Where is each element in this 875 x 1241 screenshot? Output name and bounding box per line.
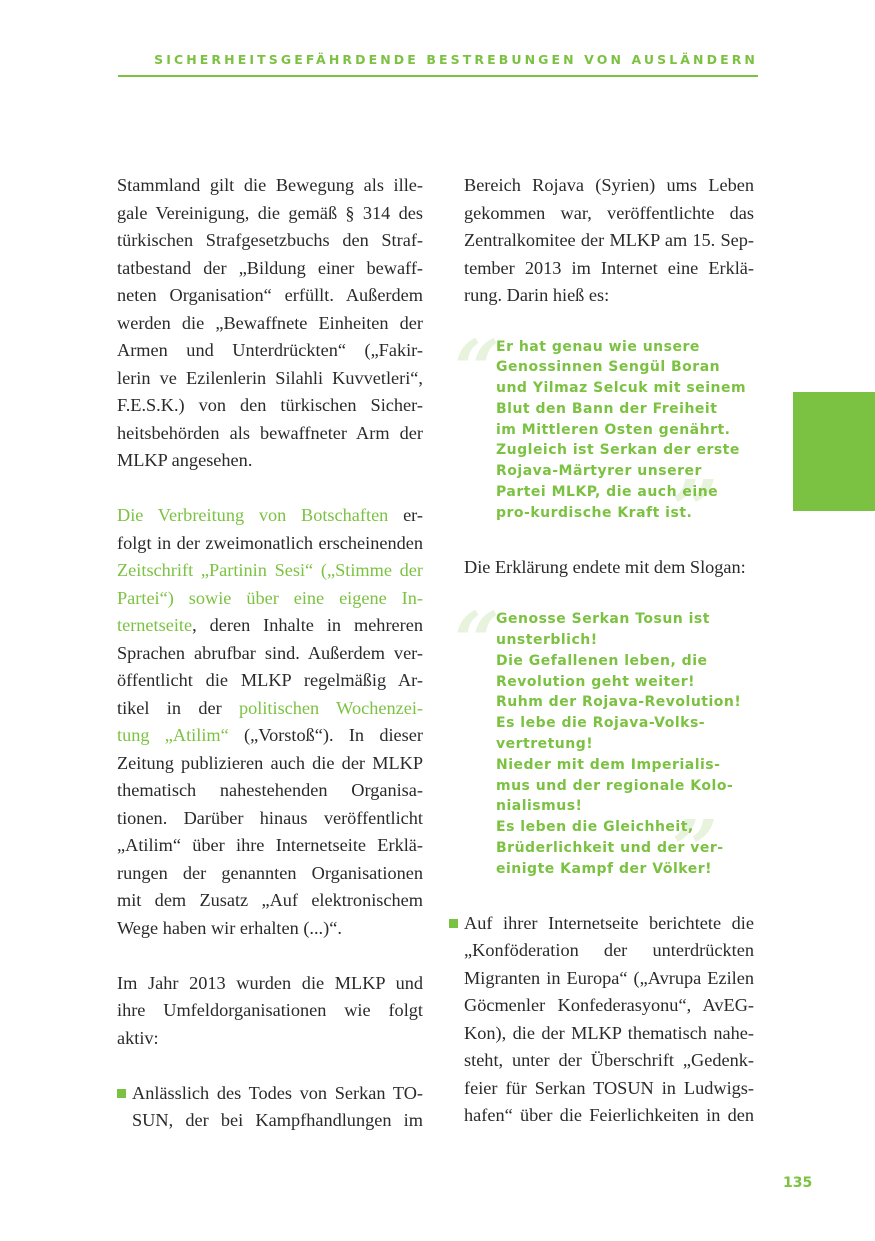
chapter-side-tab [793,392,875,511]
text-line: „Atilim“ über ihre Internetseite Erklä- [117,835,423,855]
quote-open-icon: “ [454,594,501,689]
quote-line: Revolution geht weiter! [496,673,695,690]
page-number: 135 [783,1175,813,1191]
text-line: Im Jahr 2013 wurden die MLKP und [117,972,423,993]
text-line: türkischen Strafgesetzbuchs den Straf- [117,230,423,250]
text-line: folgt in der zweimonatlich erscheinenden [117,532,423,553]
quote-line: im Mittleren Osten genährt. [496,421,731,438]
quote-line: Ruhm der Rojava-Revolution! [496,694,742,711]
text-line [117,722,423,750]
quote-line: nialismus! [496,798,583,815]
text-line: Zentralkomitee der MLKP am 15. Sep- [464,230,754,250]
text-line: feier für Serkan TOSUN in Ludwigs- [464,1077,754,1098]
text-line: Göcmenler Konfederasyonu“, AvEG- [464,995,754,1016]
text-line: mit dem Zusatz „Auf elektronischem [117,890,423,910]
paragraph-stammland [117,172,423,475]
text-run: er- [388,505,423,525]
quote-line: Zugleich ist Serkan der erste [496,442,740,459]
text-line: Bereich Rojava (Syrien) ums Leben [464,175,754,195]
text-line: Anlässlich des Todes von Serkan TO- [132,1082,423,1103]
text-line: ihre Umfeldorganisationen wie folgt [117,1000,423,1020]
text-line: SUN, der bei Kampfhandlungen im [132,1110,423,1130]
keyword-link: tung „Atilim“ [117,725,229,745]
bullet-item-avegkon [449,910,754,1130]
text-line [117,612,423,640]
quote-line: Brüderlichkeit und der ver- [496,839,724,856]
text-run: („Vorstoß“). In dieser [228,725,423,745]
keyword-link: Partei“) sowie über eine eigene In- [117,587,423,608]
quote-close-icon: ” [672,461,719,556]
text-line: neten Organisation“ erfüllt. Außerdem [117,285,423,305]
text-line: Kon), die der MLKP thematisch nahe- [464,1022,754,1043]
quote-line: mus und der regionale Kolo- [496,777,734,794]
quote-line: pro-kurdische Kraft ist. [496,504,693,521]
bullet-square-icon [117,1089,126,1098]
text-line: heitsbehörden als bewaffneter Arm der [117,422,423,443]
quote-line: Genossinnen Sengül Boran [496,359,721,376]
text-line: Stammland gilt die Bewegung als ille- [117,175,423,195]
header-rule [118,75,758,77]
text-line: aktiv: [117,1027,159,1048]
quote-line: Nieder mit dem Imperialis- [496,756,721,773]
running-header: SICHERHEITSGEFÄHRDENDE BESTREBUNGEN VON AUSLÄNDERN [154,52,758,67]
paragraph-slogan-intro [464,554,754,582]
keyword-link: Die Verbreitung von Botschaften [117,505,389,525]
text-line: gekommen war, veröffentlichte das [464,202,754,223]
text-line: lerin ve Ezilenlerin Silahli Kuvvetleri“, [117,367,423,388]
text-line: tember 2013 im Internet eine Erklä- [464,257,754,278]
quote-line: Es lebe die Rojava-Volks- [496,715,706,732]
text-line: Armen und Unterdrückten“ („Fakir- [117,340,423,360]
quote-line: einigte Kampf der Völker! [496,860,713,877]
paragraph-verbreitung [117,502,423,942]
quote-line: unsterblich! [496,631,598,648]
text-line [117,502,423,530]
text-line: Wege haben wir erhalten (...)“. [117,917,342,938]
text-line: tionen. Darüber hinaus veröffentlicht [117,807,423,828]
left-column [117,172,423,1135]
text-line [117,695,423,723]
text-line: Zeitung publizieren auch die der MLKP [117,752,423,773]
bullet-square-icon [449,919,458,928]
bullet-item-tosun [117,1080,423,1135]
quote-close-icon: ” [672,802,719,897]
text-line: „Konföderation der unterdrückten [464,940,754,961]
text-line: Auf ihrer Internetseite berichtete die [464,912,754,933]
text-line: tatbestand der „Bildung einer bewaff- [117,257,423,278]
text-line: hafen“ über die Feierlichkeiten in den [464,1105,754,1126]
quote-line: Partei MLKP, die auch eine [496,484,719,501]
text-line: werden die „Bewaffnete Einheiten der [117,312,423,333]
text-line: Sprachen abrufbar sind. Außerdem ver- [117,642,423,663]
text-line: thematisch nahestehenden Organisa- [117,780,423,800]
right-column [454,172,754,1130]
quote-open-icon: “ [454,321,501,416]
text-line: öffentlicht die MLKP regelmäßig Ar- [117,670,423,690]
text-line: MLKP angesehen. [117,450,253,470]
quote-line: Genosse Serkan Tosun ist [496,611,710,628]
text-line: F.E.S.K.) von den türkischen Sicher- [117,395,423,415]
quote-line: Er hat genau wie unsere [496,338,700,355]
text-line: steht, unter der Überschrift „Gedenk- [464,1050,754,1071]
text-line: Die Erklärung endete mit dem Slogan: [464,556,746,577]
text-run: , deren Inhalte in mehreren [192,615,423,635]
keyword-link: ternetseite [117,615,193,635]
text-line: rung. Darin hieß es: [464,285,610,305]
paragraph-rojava [464,172,754,310]
keyword-link: Zeitschrift „Partinin Sesi“ („Stimme der [117,560,423,580]
quote-line: Rojava-Märtyrer unserer [496,463,702,480]
text-run: tikel in der [117,697,239,718]
text-line: gale Vereinigung, die gemäß § 314 des [117,202,423,223]
quote-line: und Yilmaz Selcuk mit seinem [496,380,747,397]
quote-line: vertretung! [496,735,594,752]
quote-erklaerung [454,321,754,556]
text-line: rungen der genannten Organisationen [117,862,423,883]
quote-slogan [454,594,754,897]
paragraph-jahr-2013 [117,970,423,1053]
quote-line: Blut den Bann der Freiheit [496,400,718,417]
quote-line: Die Gefallenen leben, die [496,652,708,669]
text-line: Migranten in Europa“ („Avrupa Ezilen [464,967,754,988]
keyword-link: politischen Wochenzei- [238,697,423,718]
quote-line: Es leben die Gleichheit, [496,819,694,836]
